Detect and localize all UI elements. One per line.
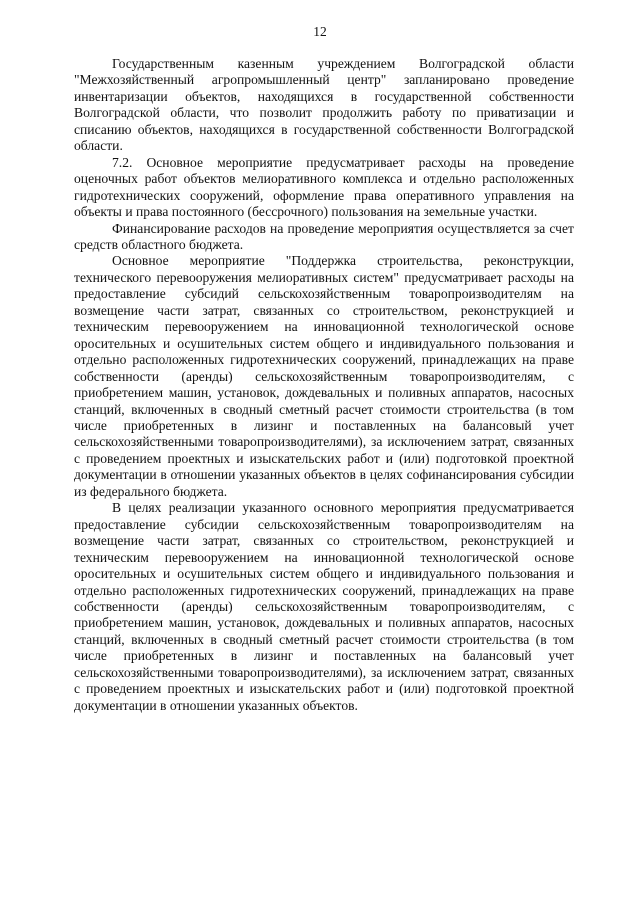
document-body xyxy=(74,56,574,714)
paragraph-7-2: 7.2. Основное мероприятие предусматривает расходы на проведение оценочных работ объектов мелиоративного комплекса и отдельно расположенных гидротехнических сооружений, оформление права оперативного управления на объекты и права постоянного (бессрочного) пользования на земельные участки. xyxy=(74,154,574,220)
paragraph-inventory: Государственным казенным учреждением Волгоградской области "Межхозяйственный агропромышленный центр" запланировано проведение инвентаризации объектов, находящихся в государственной собственности Волгоградской области, что позволит продолжить работу по приватизации и списанию объектов, находящихся в государственной собственности Волгоградской области. xyxy=(74,56,574,154)
paragraph-construction-support: Основное мероприятие "Поддержка строительства, реконструкции, технического перевооружения мелиоративных систем" предусматривает расходы на предоставление субсидий сельскохозяйственным товаропроизводителям на возмещение части затрат, связанных со строительством, реконструкцией и техническим перевооружением на инновационной технологической основе оросительных и осушительных систем общего и индивидуального пользования и отдельно расположенных гидротехнических сооружений, принадлежащих на праве собственности (аренды) сельскохозяйственным товаропроизводителям, с приобретением машин, установок, дождевальных и поливных аппаратов, насосных станций, включенных в сводный сметный расчет стоимости строительства (в том числе приобретенных в лизинг и поставленных на балансовый учет сельскохозяйственными товаропроизводителями), за исключением затрат, связанных с проведением проектных и изыскательских работ и (или) подготовкой проектной документации в отношении указанных объектов в целях софинансирования субсидии из федерального бюджета. xyxy=(74,253,574,499)
paragraph-financing: Финансирование расходов на проведение мероприятия осуществляется за счет средств областного бюджета. xyxy=(74,220,574,252)
page-number: 12 xyxy=(313,24,327,39)
paragraph-subsidy: В целях реализации указанного основного мероприятия предусматривается предоставление субсидии сельскохозяйственным товаропроизводителям на возмещение части затрат, связанных со строительством, реконструкцией и техническим перевооружением на инновационной технологической основе оросительных и осушительных систем общего и индивидуального пользования и отдельно расположенных гидротехнических сооружений, принадлежащих на праве собственности (аренды) сельскохозяйственным товаропроизводителям, с приобретением машин, установок, дождевальных и поливных аппаратов, насосных станций, включенных в сводный сметный расчет стоимости строительства (в том числе приобретенных в лизинг и поставленных на балансовый учет сельскохозяйственными товаропроизводителями), за исключением затрат, связанных с проведением проектных и изыскательских работ и (или) подготовкой проектной документации в отношении указанных объектов. xyxy=(74,500,574,713)
